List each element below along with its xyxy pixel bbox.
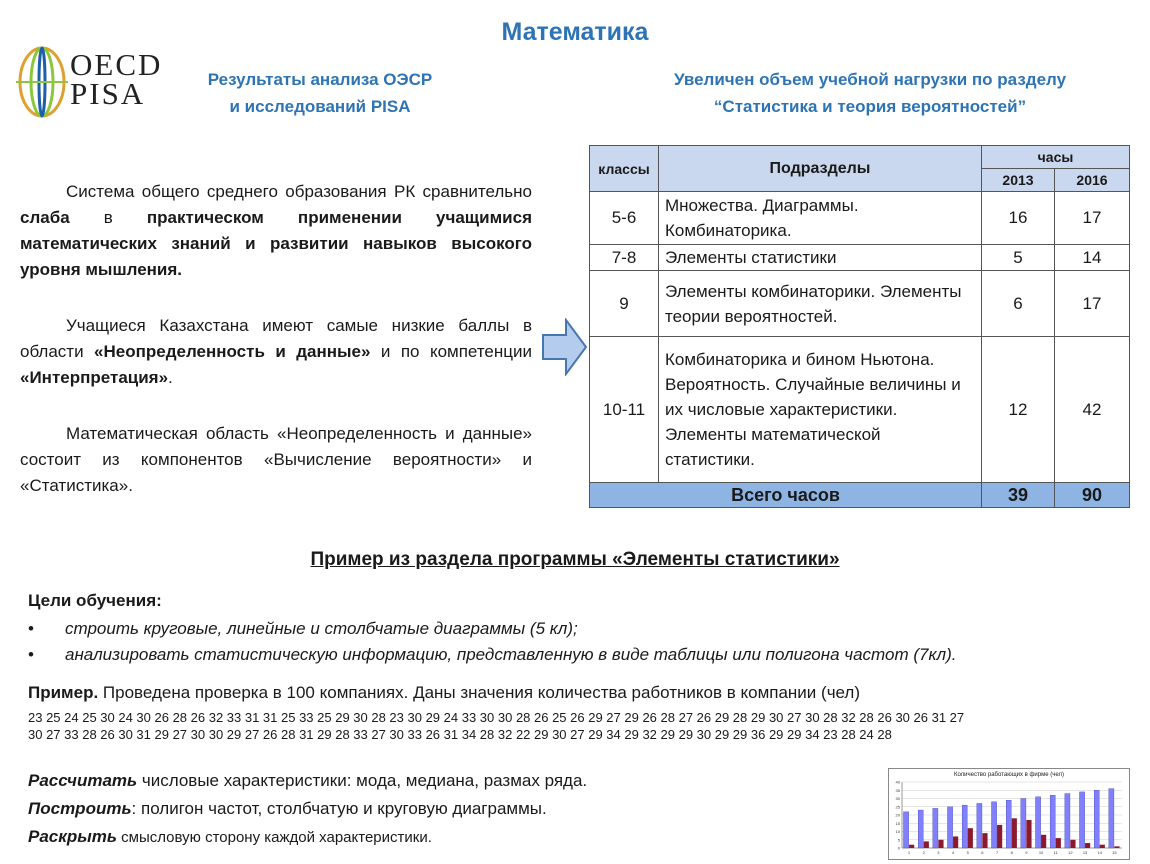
bar [991, 802, 996, 848]
cell-2013: 12 [982, 337, 1055, 483]
task-verb: Построить [28, 799, 132, 818]
text: . [168, 368, 173, 387]
x-tick-label: 11 [1053, 850, 1058, 855]
col-header-hours: часы [982, 146, 1130, 169]
goal-item [28, 645, 956, 665]
table-row [590, 337, 1130, 483]
x-tick-label: 6 [981, 850, 984, 855]
text: Система общего среднего образования РК сравнительно [66, 182, 532, 201]
bar [903, 812, 908, 848]
hours-table [589, 145, 1130, 508]
cell-section: Элементы статистики [659, 245, 982, 271]
bar [1056, 838, 1061, 848]
paragraph-3 [20, 421, 532, 499]
bar [1021, 799, 1026, 849]
task-item [28, 799, 547, 819]
table-row [590, 192, 1130, 245]
total-row [590, 483, 1130, 508]
bar [997, 825, 1002, 848]
y-tick-label: 0 [897, 845, 900, 851]
bar [977, 803, 982, 848]
example-line [28, 683, 860, 703]
bold-text: практическом применении учащимися математических знаний и развитии навыков высокого уровня мышления [20, 208, 532, 279]
bold-text: слаба [20, 208, 70, 227]
cell-class: 7-8 [590, 245, 659, 271]
x-tick-label: 4 [951, 850, 955, 855]
cell-class: 9 [590, 271, 659, 337]
task-text: : полигон частот, столбчатую и круговую диаграммы. [131, 799, 547, 818]
page-title: Математика [501, 18, 649, 46]
bar [1085, 843, 1090, 848]
col-header-2016: 2016 [1055, 169, 1130, 192]
bar [909, 845, 914, 848]
bar [1114, 846, 1119, 848]
x-tick-label: 8 [1010, 850, 1013, 855]
goal-item [28, 619, 578, 639]
cell-2016: 42 [1055, 337, 1130, 483]
x-tick-label: 12 [1068, 850, 1073, 855]
bullet-icon: • [28, 619, 34, 638]
goal-text: анализировать статистическую информацию, представленную в виде таблицы или полигона частот (7кл). [65, 645, 957, 664]
example-numbers: 23 25 24 25 30 24 30 26 28 26 32 33 31 31 25 33 25 29 30 28 23 30 29 24 33 30 30 28 26 25 26 29 27 29 26 28 27 26 29 28 29 30 27 30 28 32 28 26 30 26 31 27 30 27 33 28 26 30 31 29 27 30 30 29 27 26 28 31 29 28 33 27 30 33 26 31 34 28 32 22 29 30 27 29 34 29 32 29 29 30 29 29 36 29 29 34 23 28 24 28 [28, 710, 965, 742]
example-section-title: Пример из раздела программы «Элементы статистики» [310, 549, 840, 570]
goals-label: Цели обучения: [28, 591, 162, 610]
bar [1109, 789, 1114, 848]
y-tick-label: 25 [895, 804, 900, 810]
col-header-2013: 2013 [982, 169, 1055, 192]
task-text: смысловую сторону каждой характеристики. [116, 829, 432, 846]
bar [1070, 840, 1075, 848]
table-row [590, 271, 1130, 337]
bar [982, 833, 987, 848]
y-tick-label: 30 [895, 796, 900, 801]
table-row [590, 245, 1130, 271]
bar [933, 808, 938, 848]
bar [962, 805, 967, 848]
bar [947, 807, 952, 848]
text: . [177, 260, 183, 279]
bar [938, 840, 943, 848]
cell-2013: 5 [982, 245, 1055, 271]
cell-class: 10-11 [590, 337, 659, 483]
cell-section: Множества. Диаграммы. Комбинаторика. [659, 192, 982, 245]
paragraph-2 [20, 313, 532, 391]
x-tick-label: 14 [1097, 850, 1102, 855]
x-tick-label: 9 [1025, 850, 1028, 855]
cell-class: 5-6 [590, 192, 659, 245]
total-2016: 90 [1055, 483, 1130, 508]
bar [1012, 818, 1017, 848]
x-tick-label: 7 [995, 850, 999, 855]
bar [1006, 800, 1011, 848]
workers-bar-chart [888, 768, 1130, 860]
col-header-classes: классы [590, 146, 659, 192]
bar [1094, 790, 1099, 848]
x-tick-label: 13 [1082, 850, 1088, 855]
right-arrow-icon [542, 318, 588, 376]
x-tick-label: 2 [922, 850, 925, 855]
header-left-line: Результаты анализа ОЭСР [207, 70, 433, 89]
y-tick-label: 20 [895, 812, 900, 818]
bar [1065, 794, 1070, 848]
bar [1100, 845, 1105, 848]
total-2013: 39 [982, 483, 1055, 508]
bullet-icon: • [28, 645, 34, 664]
header-right-line: “Статистика и теория вероятностей” [713, 97, 1027, 116]
total-label: Всего часов [590, 483, 982, 508]
bar [1079, 792, 1084, 848]
globe-icon [12, 42, 72, 122]
bar [924, 841, 929, 848]
text: в [69, 208, 147, 227]
example-label: Пример. [28, 683, 99, 702]
goal-text: строить круговые, линейные и столбчатые диаграммы (5 кл); [65, 619, 578, 638]
text: и по компетенции [370, 342, 532, 361]
cell-2016: 17 [1055, 271, 1130, 337]
cell-section: Элементы комбинаторики. Элементы теории вероятностей. [659, 271, 982, 337]
bar [968, 828, 973, 848]
x-tick-label: 1 [907, 850, 911, 855]
logo-line-oecd: OECD [70, 47, 163, 82]
cell-2013: 16 [982, 192, 1055, 245]
bar [1041, 835, 1046, 848]
header-right [610, 66, 1130, 120]
bar [953, 836, 958, 848]
bar [918, 810, 923, 848]
y-tick-label: 40 [895, 779, 900, 785]
chart-title: Количество работающих в фирме (чел) [953, 772, 1065, 778]
y-tick-label: 35 [895, 787, 900, 793]
cell-2013: 6 [982, 271, 1055, 337]
bold-text: «Неопределенность и данные» [94, 342, 371, 361]
oecd-pisa-logo [12, 42, 170, 122]
cell-section: Комбинаторика и бином Ньютона. Вероятность. Случайные величины и их числовые характеристики. Элементы математической статистики. [659, 337, 982, 483]
header-left [170, 66, 470, 120]
y-tick-label: 5 [897, 837, 900, 843]
bar [1026, 820, 1031, 848]
example-text: Проведена проверка в 100 компаниях. Даны значения количества работников в компании (чел) [98, 683, 861, 702]
cell-2016: 17 [1055, 192, 1130, 245]
task-text: числовые характеристики: мода, медиана, размах ряда. [137, 771, 588, 790]
paragraph-1 [20, 179, 532, 283]
x-tick-label: 15 [1112, 850, 1117, 855]
text: Учащиеся Казахстана имеют самые низкие баллы в области [20, 316, 532, 361]
header-left-line: и исследований PISA [229, 97, 411, 116]
col-header-sections: Подразделы [659, 146, 982, 192]
logo-line-pisa: PISA [70, 76, 146, 111]
header-right-line: Увеличен объем учебной нагрузки по разделу [673, 70, 1067, 89]
y-tick-label: 15 [895, 820, 900, 826]
task-verb: Рассчитать [28, 771, 138, 790]
cell-2016: 14 [1055, 245, 1130, 271]
task-item [28, 771, 587, 791]
y-tick-label: 10 [895, 829, 900, 834]
x-tick-label: 3 [937, 850, 940, 855]
bar [1035, 797, 1040, 848]
bold-text: «Интерпретация» [20, 368, 169, 387]
x-tick-label: 5 [966, 850, 969, 855]
bar [1050, 795, 1055, 848]
paragraph-3-text: Математическая область «Неопределенность и данные» состоит из компонентов «Вычисление вероятности» и «Статистика». [20, 424, 532, 495]
task-verb: Раскрыть [28, 827, 117, 846]
x-tick-label: 10 [1038, 850, 1044, 855]
task-item [28, 827, 432, 847]
